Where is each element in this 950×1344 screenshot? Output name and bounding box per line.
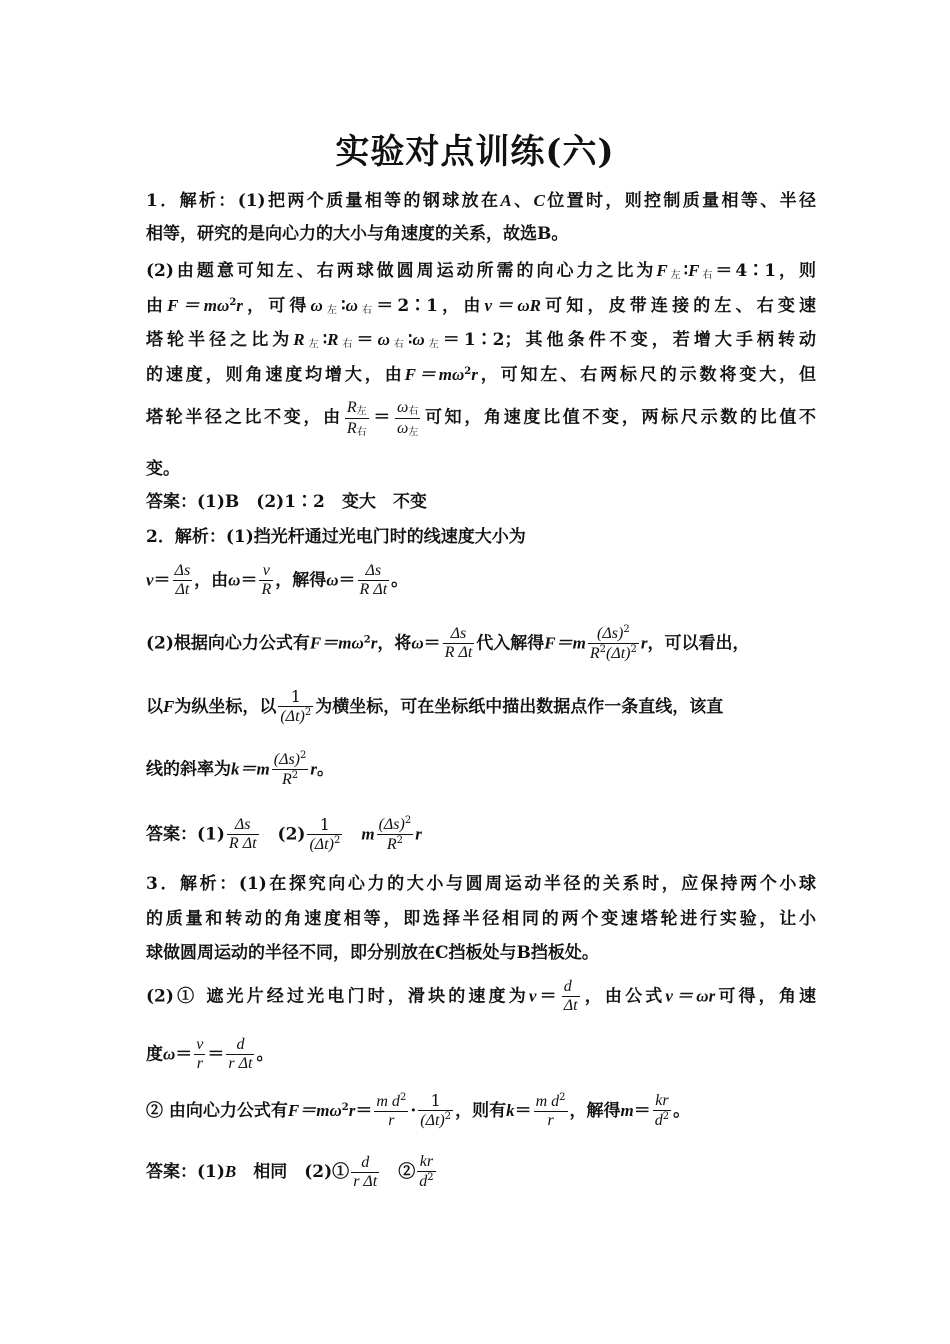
radius-ratio-fraction: $\frac{R_左}{R_右}$: [346, 399, 367, 438]
q1-line-5: 塔轮半径之比为$R_左∶R_右=\omega_右∶\omega_左=1∶2$；其他条件不变，若增大手柄转动: [146, 330, 817, 350]
q3-line-6: ② 由向心力公式有$F=m\omega^2r=$ $\frac{m d^2}{r}$ · $\frac{1}{(\Delta t)^2}$ ，则有k＝ $\frac{m d^2}{r}$ ，解得m＝ $\frac{kr}{d^2}$ 。: [146, 1091, 691, 1130]
q2-line-5: 线的斜率为k＝m $\frac{(\Delta s)^2}{R^2}$ r。: [146, 750, 335, 789]
q1-line-2: 相等，研究的是向心力的大小与角速度的关系，故选B。: [146, 224, 569, 244]
ds-dt-fraction: $\frac{\Delta s}{\Delta t}$: [174, 562, 191, 599]
q3-line-4: (2)① 遮光片经过光电门时，滑块的速度为v＝ $\frac{d}{\Delta t}$ ，由公式v＝ωr可得，角速: [146, 978, 817, 1015]
md2-r-fraction: $\frac{m d^2}{r}$: [376, 1092, 407, 1130]
inverse-dt-squared-fraction-3: $\frac{1}{(\Delta t)^2}$: [420, 1091, 452, 1130]
q3-line-2: 的质量和转动的角速度相等，即选择半径相同的两个变速塔轮进行实验，让小: [146, 909, 816, 929]
q1-line-6: 的速度，则角速度均增大，由$F=m\omega^2r$，可知左、右两标尺的示数将变大，但: [146, 365, 817, 385]
ds-rdt-fraction-2: $\frac{\Delta s}{\text{R Δt}}$: [444, 625, 473, 662]
v-r-fraction: $\frac{v}{R}$: [261, 562, 272, 599]
answer-kr-d2-fraction: $\frac{kr}{d^2}$: [419, 1153, 434, 1191]
q2-line-2: v＝ $\frac{\Delta s}{\Delta t}$ ，由ω＝ $\frac{v}{R}$ ，解得ω＝ $\frac{\Delta s}{\text{R Δt}}$ 。: [146, 562, 409, 599]
v-r-fraction-3: $\frac{v}{r}$: [196, 1036, 204, 1073]
q1-line-8: 变。: [146, 459, 180, 479]
md2-r-fraction-2: $\frac{m d^2}{r}$: [535, 1092, 566, 1130]
q2-line-3: (2)根据向心力公式有$F=m\omega^2r$，将ω＝ $\frac{\Delta s}{\text{R Δt}}$ 代入解得F＝m $\frac{(\Delta s)^2}{R^2(\Delta t)^2}$ r，可以看出，: [146, 624, 750, 663]
answer-slope-fraction: $\frac{(\Delta s)^2}{R^2}$: [378, 815, 412, 854]
q1-line-4: 由$F=m\omega^2r$，可得$\omega_左∶\omega_右=2∶1$，由v＝ωR可知，皮带连接的左、右变速: [146, 296, 817, 316]
inverse-dt-squared-fraction: $\frac{1}{(\Delta t)^2}$: [280, 687, 312, 726]
slope-fraction: $\frac{(\Delta s)^2}{R^2}$: [273, 750, 307, 789]
kr-d2-fraction: $\frac{kr}{d^2}$: [654, 1092, 670, 1130]
ds-rdt-fraction: $\frac{\Delta s}{\text{R Δt}}$: [359, 562, 388, 599]
q1-line-7: 塔轮半径之比不变，由 $\frac{R_左}{R_右}$ ＝ $\frac{\omega_右}{\omega_左}$ 可知，角速度比值不变，两标尺示数的比值不: [146, 399, 817, 438]
q3-answer: 答案：(1)B 相同 (2)① $\frac{d}{\text{r Δt}}$ ② $\frac{kr}{d^2}$: [146, 1153, 434, 1191]
q2-line-4: 以F为纵坐标，以 $\frac{1}{(\Delta t)^2}$ 为横坐标，可在坐标纸中描出数据点作一条直线，该直: [146, 687, 724, 726]
d-dt-fraction: $\frac{d}{\Delta t}$: [563, 978, 578, 1015]
q1-answer: 答案：(1)B (2)1∶2 变大 不变: [146, 492, 427, 512]
force-fraction: $\frac{(\Delta s)^2}{R^2(\Delta t)^2}$: [589, 624, 637, 663]
q3-line-5: 度ω＝ $\frac{v}{r}$ ＝ $\frac{d}{\text{r Δt}}$ 。: [146, 1036, 274, 1073]
q2-answer: 答案：(1) $\frac{\Delta s}{\text{R Δt}}$ (2) $\frac{1}{(\Delta t)^2}$ m $\frac{(\Delta s)^2}{R^2}$ r: [146, 814, 422, 854]
answer-ds-rdt-fraction: $\frac{\Delta s}{\text{R Δt}}$: [228, 816, 257, 853]
q3-line-3: 球做圆周运动的半径不同，即分别放在C挡板处与B挡板处。: [146, 943, 599, 963]
page-title: 实验对点训练(六): [335, 132, 615, 172]
answer-d-rdt-fraction: $\frac{d}{\text{r Δt}}$: [353, 1153, 378, 1190]
q1-line-1: 1．解析：(1)把两个质量相等的钢球放在A、C位置时，则控制质量相等、半径: [146, 191, 817, 211]
answer-inverse-dt-squared-fraction: $\frac{1}{(\Delta t)^2}$: [309, 814, 341, 853]
q2-line-1: 2．解析：(1)挡光杆通过光电门时的线速度大小为: [146, 527, 526, 547]
omega-ratio-fraction: $\frac{\omega_右}{\omega_左}$: [397, 399, 419, 438]
d-rdt-fraction: $\frac{d}{\text{r Δt}}$: [228, 1036, 253, 1073]
q3-line-1: 3．解析：(1)在探究向心力的大小与圆周运动半径的关系时，应保持两个小球: [146, 874, 816, 894]
q1-line-3: (2)由题意可知左、右两球做圆周运动所需的向心力之比为$F_左∶F_右=4∶1$，则: [146, 261, 817, 281]
